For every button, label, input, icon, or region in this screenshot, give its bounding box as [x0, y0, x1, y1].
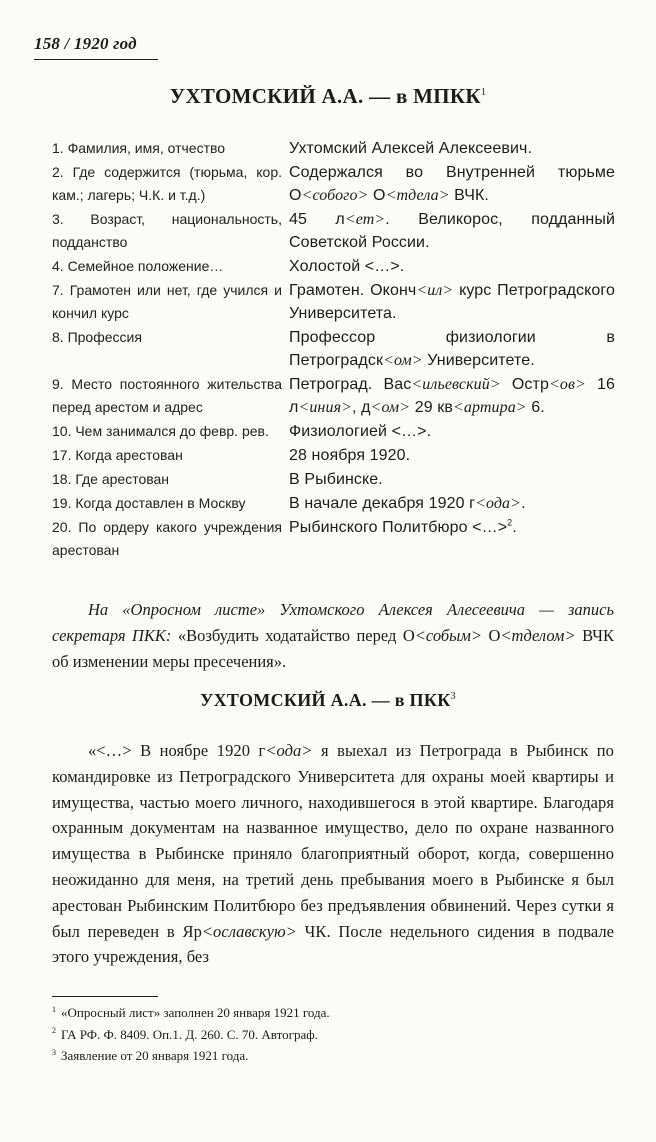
footnote: $^1$ «Опросный лист» заполнен 20 января 1921 года. — [52, 1004, 330, 1020]
question-label: 10. Чем занимался до февр. рев. — [52, 423, 269, 439]
answer-value: Холостой <…>. — [289, 258, 405, 275]
answer-value: Петроград. Вас<ильевский> Остр<ов> 16 л<иния>, д<ом> 29 кв<артира> 6. — [289, 376, 616, 417]
question-label: 1. Фамилия, имя, отчество — [52, 140, 226, 156]
answer-value: Физиологией <…>. — [289, 423, 432, 440]
footnotes — [52, 1002, 612, 1067]
answer-value: Профессор физиологии в Петроградск<ом> Университете. — [289, 329, 615, 370]
footnote: $^3$ Заявление от 20 января 1921 года. — [52, 1047, 249, 1063]
answer-value: Ухтомский Алексей Алексеевич. — [289, 140, 533, 157]
footnote: $^2$ ГА РФ. Ф. 8409. Оп.1. Д. 260. С. 70. Автограф. — [52, 1026, 318, 1042]
answer-value: Содержался во Внутренней тюрьме О<собого> О<тдела> ВЧК. — [289, 164, 615, 205]
question-label: 7. Грамотен или нет, где учился и кончил курс — [52, 282, 282, 322]
statement-text: «<…> В ноябре 1920 г<ода> я выехал из Петрограда в Рыбинск по командировке из Петроградского Университета для охраны моей квартиры и имущества, частью моего личного, находившегося в этой квартире. Благодаря охранным документам на названное имущество, дело по охране названного имущества в Рыбинске приняло благоприятный оборот, когда, совершенно неожиданно для меня, на третий день пребывания моего в Рыбинске я был арестован Рыбинским Политбюро без предъявления обвинений. Через сутки я был переведен в Яр<ославскую> ЧК. После недельного сидения в подвале этого учреждения, без — [52, 741, 614, 967]
question-label: 4. Семейное положение… — [52, 258, 224, 274]
answer-value: В Рыбинске. — [289, 471, 383, 488]
section-title-mpkk: УХТОМСКИЙ А.А. — в МПКК$^1$ — [169, 84, 487, 108]
question-label: 17. Когда арестован — [52, 447, 183, 463]
footnote-rule — [52, 996, 158, 997]
answer-value: 45 л<ет>. Великорос, подданный Советской России. — [289, 211, 615, 252]
answer-value: 28 ноября 1920. — [289, 447, 411, 464]
section-title-pkk: УХТОМСКИЙ А.А. — в ПКК$^3$ — [200, 690, 456, 710]
secretary-note: На «Опросном листе» Ухтомского Алексея Алесеевича — запись секретаря ПКК: «Возбудить ходатайство перед О<собым> О<тделом> ВЧК об изменении меры пресечения». — [52, 600, 614, 671]
header-rule — [34, 59, 158, 60]
question-label: 2. Где содержится (тюрьма, кор. кам.; лагерь; Ч.К. и т.д.) — [52, 164, 282, 204]
answer-value: Рыбинского Политбюро <…>$^2$. — [289, 517, 517, 536]
question-label: 8. Профессия — [52, 329, 142, 345]
answer-value: Грамотен. Оконч<ил> курс Петроградского Университета. — [289, 282, 616, 323]
question-label: 9. Место постоянного жительства перед арестом и адрес — [52, 376, 282, 416]
answer-value: В начале декабря 1920 г<ода>. — [289, 495, 526, 512]
question-label: 3. Возраст, национальность, подданство — [52, 211, 282, 251]
page-header: 158 / 1920 год — [34, 34, 137, 53]
question-label: 19. Когда доставлен в Москву — [52, 495, 246, 511]
question-label: 20. По ордеру какого учреждения арестован — [52, 519, 282, 559]
question-label: 18. Где арестован — [52, 471, 170, 487]
